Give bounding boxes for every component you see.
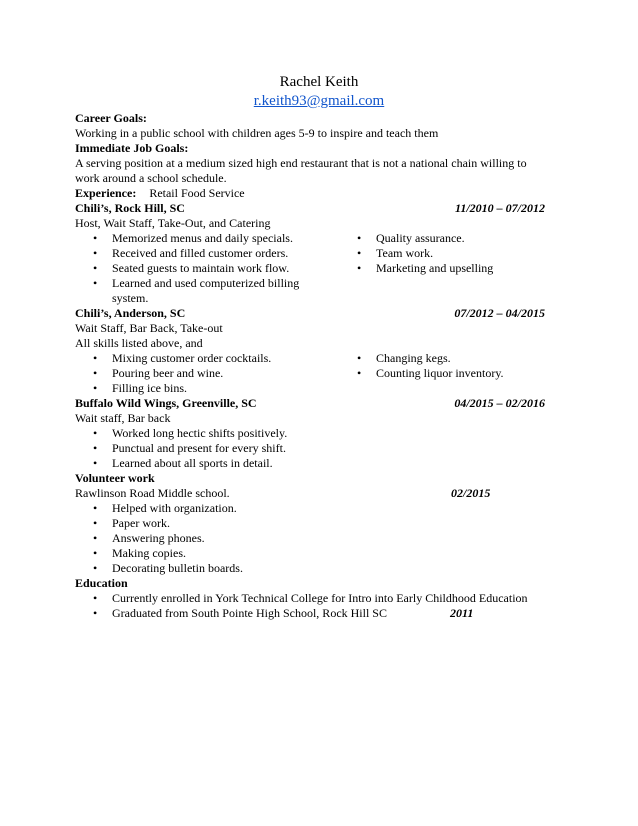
job-skills-list <box>93 426 545 471</box>
career-goals-text: Working in a public school with children ages 5-9 to inspire and teach them <box>75 126 439 140</box>
list-item: • Memorized menus and daily specials. <box>93 231 323 246</box>
candidate-name: Rachel Keith <box>279 74 359 90</box>
list-item: • Counting liquor inventory. <box>357 366 547 381</box>
job-skills <box>75 351 545 396</box>
job-dates: 11/2010 – 07/2012 <box>454 201 545 215</box>
list-item: • Making copies. <box>93 546 545 561</box>
list-item: • Marketing and upselling <box>357 261 547 276</box>
immediate-goals-heading: Immediate Job Goals: <box>75 141 189 155</box>
list-item: • Pouring beer and wine. <box>93 366 323 381</box>
job-header <box>75 306 545 321</box>
volunteer-header <box>75 486 545 501</box>
job-role: Wait Staff, Bar Back, Take-out <box>75 321 223 335</box>
list-item: • Team work. <box>357 246 547 261</box>
skills-list-left <box>93 351 323 396</box>
list-item: • Paper work. <box>93 516 545 531</box>
job-employer: Buffalo Wild Wings, Greenville, SC <box>75 396 257 410</box>
list-item: • Decorating bulletin boards. <box>93 561 545 576</box>
skills-list-right <box>357 351 547 381</box>
immediate-goals-text: A serving position at a medium sized high end restaurant that is not a national chain willing to work around a school schedule. <box>75 156 527 185</box>
list-item: • Currently enrolled in York Technical College for Intro into Early Childhood Education <box>93 591 545 606</box>
education-school: Graduated from South Pointe High School, Rock Hill SC <box>112 606 387 620</box>
skills-list-right <box>357 231 547 276</box>
list-item: • Filling ice bins. <box>93 381 323 396</box>
education-list <box>93 591 545 621</box>
education-year: 2011 <box>450 606 474 620</box>
volunteer-date: 02/2015 <box>451 486 491 500</box>
job-employer: Chili’s, Rock Hill, SC <box>75 201 185 215</box>
skills-list-left <box>93 231 323 306</box>
list-item: • Changing kegs. <box>357 351 547 366</box>
job-dates: 04/2015 – 02/2016 <box>454 396 545 410</box>
list-item: • Answering phones. <box>93 531 545 546</box>
list-item: • Learned and used computerized billing system. <box>93 276 302 306</box>
experience-heading: Experience: <box>75 186 137 200</box>
experience-subtitle: Retail Food Service <box>149 186 245 200</box>
list-item: • Received and filled customer orders. <box>93 246 323 261</box>
resume-content <box>75 111 545 621</box>
list-item: • Mixing customer order cocktails. <box>93 351 323 366</box>
volunteer-place: Rawlinson Road Middle school. <box>75 486 230 500</box>
job-role: Wait staff, Bar back <box>75 411 171 425</box>
job-skills <box>75 231 545 306</box>
job-header <box>75 396 545 411</box>
list-item: • Seated guests to maintain work flow. <box>93 261 323 276</box>
job-employer: Chili’s, Anderson, SC <box>75 306 186 320</box>
resume-header <box>0 73 638 111</box>
email-link[interactable]: r.keith93@gmail.com <box>253 93 385 109</box>
list-item: • Learned about all sports in detail. <box>93 456 545 471</box>
career-goals-heading: Career Goals: <box>75 111 147 125</box>
list-item <box>93 606 545 621</box>
education-heading: Education <box>75 576 128 590</box>
job-role: Host, Wait Staff, Take-Out, and Catering <box>75 216 271 230</box>
list-item: • Worked long hectic shifts positively. <box>93 426 545 441</box>
list-item: • Quality assurance. <box>357 231 547 246</box>
job-header <box>75 201 545 216</box>
job-note: All skills listed above, and <box>75 336 203 350</box>
list-item: • Helped with organization. <box>93 501 545 516</box>
volunteer-heading: Volunteer work <box>75 471 155 485</box>
experience-line <box>75 186 545 201</box>
job-dates: 07/2012 – 04/2015 <box>454 306 545 320</box>
volunteer-list <box>93 501 545 576</box>
list-item: • Punctual and present for every shift. <box>93 441 545 456</box>
